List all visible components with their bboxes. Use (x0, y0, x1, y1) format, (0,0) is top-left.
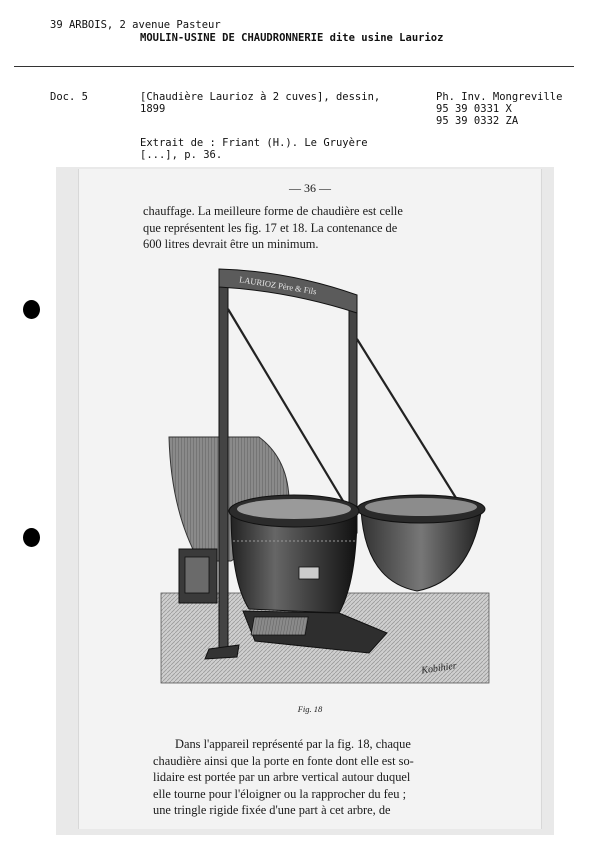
base-grille (251, 617, 308, 635)
doc-title-line1: [Chaudière Laurioz à 2 cuves], dessin, (140, 91, 381, 103)
scanned-page (56, 167, 554, 835)
paragraph-top-line1: chauffage. La meilleure forme de chaudière est celle (143, 204, 403, 218)
source-line1: Extrait de : Friant (H.). Le Gruyère (140, 137, 368, 149)
paragraph-bottom-line5: une tringle rigide fixée d'une part à cet arbre, de (153, 803, 391, 817)
photo-ref-line1: Ph. Inv. Mongreville (436, 91, 563, 103)
photo-ref-line3: 95 39 0332 ZA (436, 115, 519, 127)
paragraph-bottom-line2: chaudière ainsi que la porte en fonte dont elle est so- (153, 753, 414, 768)
main-cauldron-inside (237, 499, 351, 519)
header-location: 39 ARBOIS, 2 avenue Pasteur (50, 19, 221, 31)
source-line2: [...], p. 36. (140, 149, 223, 161)
frame-inscription: LAURIOZ Père & Fils (238, 274, 318, 297)
paragraph-top-line3: 600 litres devrait être un minimum. (143, 237, 319, 251)
punch-hole-bottom (23, 528, 40, 547)
book-page (78, 169, 542, 829)
header-divider (14, 66, 574, 67)
paragraph-top (143, 203, 488, 253)
doc-label: Doc. 5 (50, 91, 88, 103)
gantry-post-left (219, 271, 228, 649)
punch-hole-top (23, 300, 40, 319)
paragraph-bottom (153, 736, 493, 819)
gantry-post-right (349, 295, 357, 533)
doc-title-line2: 1899 (140, 103, 166, 115)
paragraph-bottom-line1: Dans l'appareil représenté par la fig. 18, chaque (175, 737, 411, 751)
secondary-cauldron-inside (365, 498, 477, 516)
paragraph-bottom-line3: lidaire est portée par un arbre vertical autour duquel (153, 770, 411, 784)
tie-rod-right (357, 339, 461, 506)
header-building-title: MOULIN-USINE DE CHAUDRONNERIE dite usine Laurioz (140, 32, 444, 44)
maker-plate (299, 567, 319, 579)
photo-ref-line2: 95 39 0331 X (436, 103, 512, 115)
paragraph-bottom-line4: elle tourne pour l'éloigner ou la rapprocher du feu ; (153, 786, 407, 801)
paragraph-top-line2: que représentent les fig. 17 et 18. La contenance de (143, 220, 398, 235)
book-page-number: — 36 — (289, 181, 331, 195)
artist-signature: Kobihier (420, 660, 458, 677)
figure-caption: Fig. 18 (297, 704, 323, 714)
furnace-door-panel (185, 557, 209, 593)
boiler-illustration (139, 261, 499, 691)
